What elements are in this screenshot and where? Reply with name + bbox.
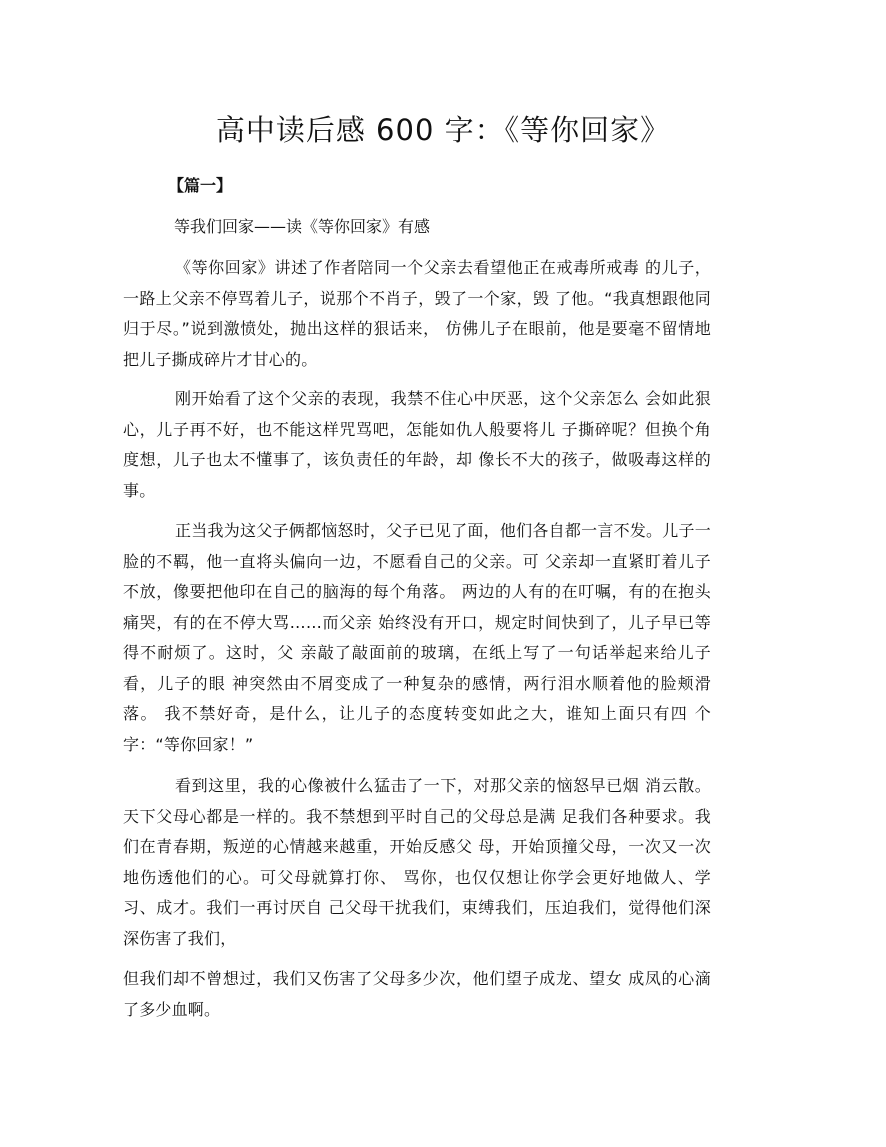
paragraph-block-1 — [123, 253, 711, 375]
paragraph-block-3 — [123, 516, 711, 760]
paragraph: 刚开始看了这个父亲的表现，我禁不住心中厌恶，这个父亲怎么 会如此狠心，儿子再不好，也不能这样咒骂吧，怎能如仇人般要将儿 子撕碎呢？但换个角度想，儿子也太不懂事了，该负责任的年龄，却 像长不大的孩子，做吸毒这样的事。 — [123, 389, 711, 500]
paragraph-block-5 — [123, 964, 711, 1025]
paragraph: 但我们却不曾想过，我们又伤害了父母多少次，他们望子成龙、望女 成凤的心滴了多少血啊。 — [123, 969, 711, 1019]
paragraph: 《等你回家》讲述了作者陪同一个父亲去看望他正在戒毒所戒毒 的儿子，一路上父亲不停骂着儿子，说那个不肖子，毁了一个家，毁 了他。“我真想跟他同归于尽。”说到激愤处，抛出这样的狠话来， 仿佛儿子在眼前，他是要毫不留情地把儿子撕成碎片才甘心的。 — [123, 258, 711, 369]
paragraph: 正当我为这父子俩都恼怒时，父子已见了面，他们各自都一言不发。儿子一脸的不羁，他一直将头偏向一边，不愿看自己的父亲。可 父亲却一直紧盯着儿子不放，像要把他印在自己的脑海的每个角落。 两边的人有的在叮嘱，有的在抱头痛哭，有的在不停大骂……而父亲 始终没有开口，规定时间快到了，儿子早已等得不耐烦了。这时，父 亲敲了敲面前的玻璃，在纸上写了一句话举起来给儿子看，儿子的眼 神突然由不屑变成了一种复杂的感情，两行泪水顺着他的脸颊滑落。 我不禁好奇，是什么，让儿子的态度转变如此之大，谁知上面只有四 个字：“等你回家！” — [123, 521, 711, 754]
paragraph-block-4 — [123, 771, 711, 954]
essay-subtitle: 等我们回家——读《等你回家》有感 — [174, 217, 431, 236]
document-title: 高中读后感 600 字：《等你回家》 — [215, 113, 671, 147]
paragraph: 看到这里，我的心像被什么猛击了一下，对那父亲的恼怒早已烟 消云散。天下父母心都是一样的。我不禁想到平时自己的父母总是满 足我们各种要求。我们在青春期，叛逆的心情越来越重，开始反感父 母，开始顶撞父母，一次又一次地伤透他们的心。可父母就算打你、 骂你，也仅仅想让你学会更好地做人、学习、成才。我们一再讨厌自 己父母干扰我们，束缚我们，压迫我们，觉得他们深深伤害了我们， — [123, 776, 711, 948]
section-label: 【篇一】 — [168, 176, 233, 195]
paragraph-block-2 — [123, 384, 711, 506]
